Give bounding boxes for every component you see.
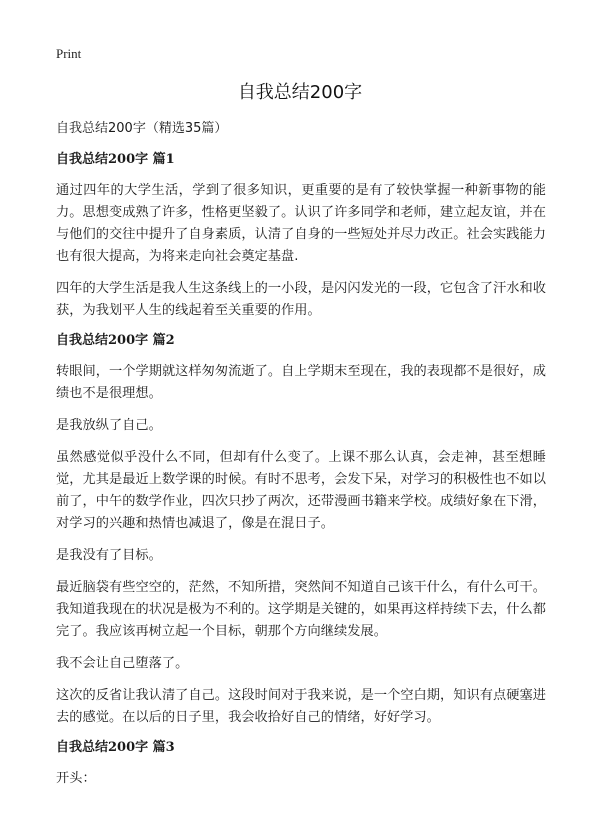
section-2 (56, 332, 546, 729)
paragraph: 最近脑袋有些空空的，茫然，不知所措，突然间不知道自己该干什么，有什么可干。我知道我现在的状况是极为不利的。这学期是关键的，如果再这样持续下去，什么都完了。我应该再树立起一个目标，朝那个方向继续发展。 (56, 580, 546, 639)
paragraph: 通过四年的大学生活，学到了很多知识，更重要的是有了较快掌握一种新事物的能力。思想变成熟了许多，性格更坚毅了。认识了许多同学和老师，建立起友谊，并在与他们的交往中提升了自身素质，认清了自身的一些短处并尽力改正。社会实践能力也有很大提高，为将来走向社会奠定基盘. (56, 183, 546, 264)
section-1 (56, 151, 546, 322)
paragraph: 是我没有了目标。 (56, 548, 162, 563)
paragraph: 虽然感觉似乎没什么不同，但却有什么变了。上课不那么认真，会走神，甚至想睡觉，尤其是最近上数学课的时候。有时不思考，会发下呆，对学习的积极性也不如以前了，中午的数学作业，四次只抄了两次，还带漫画书籍来学校。成绩好象在下滑，对学习的兴趣和热情也减退了，像是在混日子。 (56, 450, 546, 531)
article-subtitle: 自我总结200字（精选35篇） (56, 121, 228, 136)
article-body (56, 120, 546, 800)
section-heading: 自我总结200字 篇3 (56, 740, 175, 755)
print-link[interactable]: Print (56, 46, 82, 61)
paragraph: 这次的反省让我认清了自己。这段时间对于我来说，是一个空白期，知识有点硬塞进去的感觉。在以后的日子里，我会收拾好自己的情绪，好好学习。 (56, 688, 546, 725)
section-3 (56, 739, 546, 790)
section-heading: 自我总结200字 篇2 (56, 333, 175, 348)
section-heading: 自我总结200字 篇1 (56, 152, 175, 167)
paragraph: 我不会让自己堕落了。 (56, 656, 189, 671)
paragraph: 四年的大学生活是我人生这条线上的一小段，是闪闪发光的一段，它包含了汗水和收获，为我划平人生的线起着至关重要的作用。 (56, 281, 546, 318)
paragraph: 开头： (56, 771, 96, 786)
paragraph: 转眼间，一个学期就这样匆匆流逝了。自上学期末至现在，我的表现都不是很好，成绩也不是很理想。 (56, 364, 546, 401)
page-title: 自我总结200字 (237, 82, 363, 103)
paragraph: 是我放纵了自己。 (56, 418, 162, 433)
